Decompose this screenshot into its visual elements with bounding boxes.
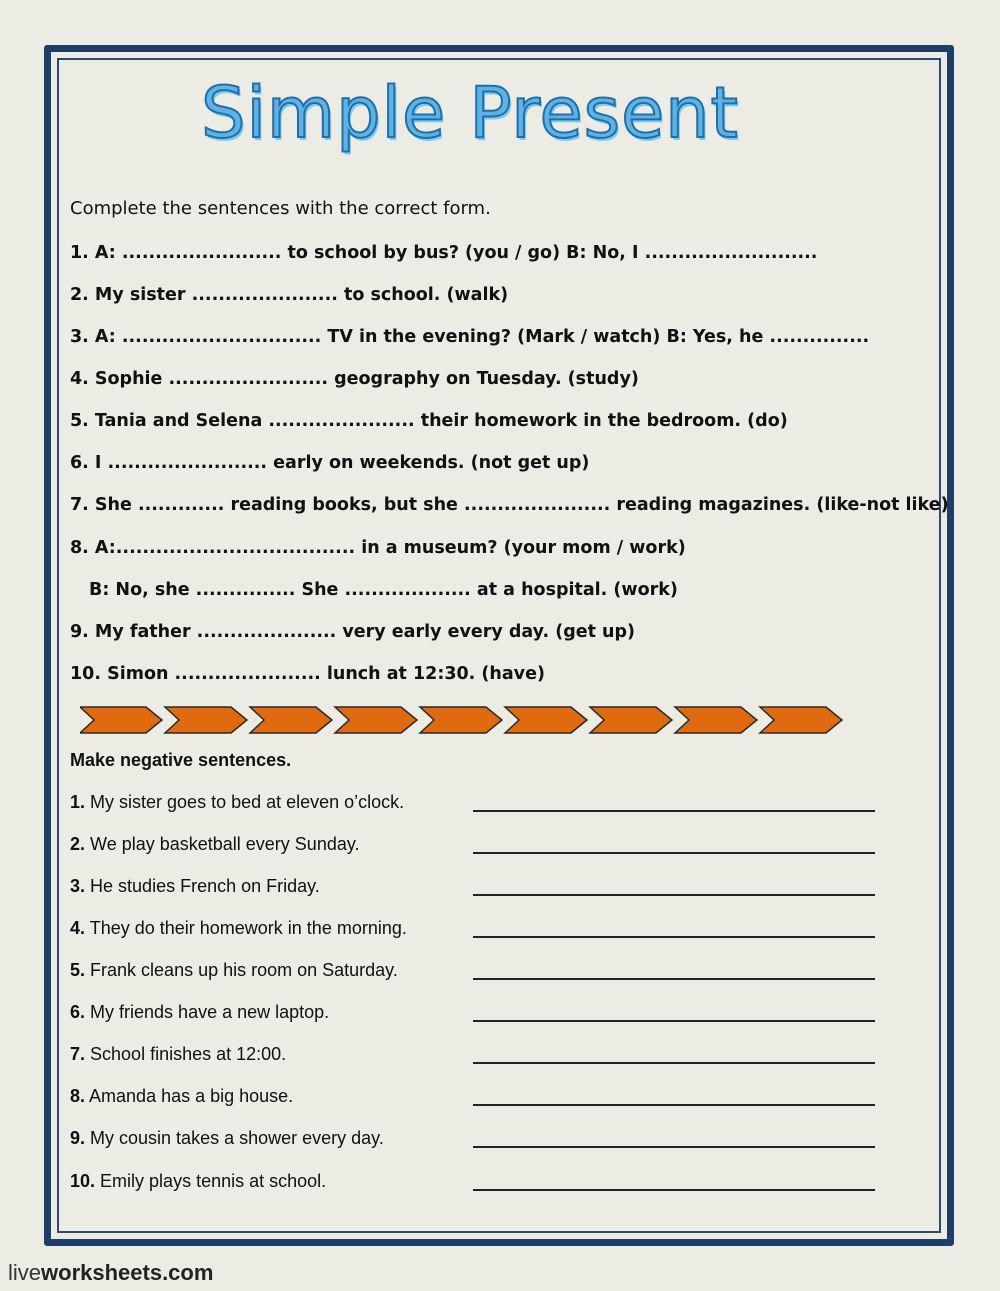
negative-sentence: 5. Frank cleans up his room on Saturday. (70, 960, 398, 980)
fill-in-sentence: B: No, she ............... She ................... at a hospital. (work) (89, 580, 678, 600)
negative-sentence: 1. My sister goes to bed at eleven o’clock. (70, 792, 405, 812)
answer-line[interactable] (473, 852, 875, 854)
part1-instruction: Complete the sentences with the correct form. (70, 198, 491, 219)
answer-line[interactable] (473, 810, 875, 812)
negative-sentence: 6. My friends have a new laptop. (70, 1002, 330, 1022)
chevron-arrow-icon (165, 707, 247, 733)
answer-line[interactable] (473, 1020, 875, 1022)
fill-in-sentence: 2. My sister ...................... to school. (walk) (70, 285, 509, 305)
chevron-arrow-icon (590, 707, 672, 733)
answer-line[interactable] (473, 1104, 875, 1106)
negative-sentence: 10. Emily plays tennis at school. (70, 1171, 327, 1191)
part2-instruction: Make negative sentences. (70, 750, 292, 770)
negative-sentence: 3. He studies French on Friday. (70, 876, 320, 896)
fill-in-sentence: 10. Simon ...................... lunch at 12:30. (have) (70, 664, 545, 684)
chevron-arrow-icon (675, 707, 757, 733)
fill-in-sentence: 3. A: .............................. TV in the evening? (Mark / watch) B: Yes, he ............... (70, 327, 870, 347)
chevron-arrow-icon (760, 707, 842, 733)
negative-sentence: 9. My cousin takes a shower every day. (70, 1128, 384, 1148)
negative-sentence: 4. They do their homework in the morning. (70, 918, 407, 938)
negative-sentence: 7. School finishes at 12:00. (70, 1044, 287, 1064)
footer-logo: liveworksheets.com (8, 1260, 214, 1285)
worksheet-title: Simple Present (201, 72, 739, 154)
answer-line[interactable] (473, 936, 875, 938)
answer-line[interactable] (473, 894, 875, 896)
chevron-arrow-icon (250, 707, 332, 733)
arrow-divider (80, 705, 850, 735)
answer-line[interactable] (473, 1062, 875, 1064)
answer-line[interactable] (473, 1146, 875, 1148)
fill-in-sentence: 8. A:.................................... in a museum? (your mom / work) (70, 538, 686, 558)
fill-in-sentence: 5. Tania and Selena ...................... their homework in the bedroom. (do) (70, 411, 788, 431)
fill-in-sentence: 9. My father ..................... very early every day. (get up) (70, 622, 636, 642)
chevron-arrow-icon (420, 707, 502, 733)
fill-in-sentence: 1. A: ........................ to school by bus? (you / go) B: No, I .......................... (70, 243, 818, 263)
fill-in-sentence: 4. Sophie ........................ geography on Tuesday. (study) (70, 369, 639, 389)
negative-sentence: 2. We play basketball every Sunday. (70, 834, 360, 854)
fill-in-sentence: 7. She ............. reading books, but she ...................... reading magazines. (like-not like) (70, 495, 949, 515)
chevron-arrow-icon (335, 707, 417, 733)
answer-line[interactable] (473, 1189, 875, 1191)
fill-in-sentence: 6. I ........................ early on weekends. (not get up) (70, 453, 590, 473)
chevron-arrow-icon (505, 707, 587, 733)
negative-sentence: 8. Amanda has a big house. (70, 1086, 294, 1106)
answer-line[interactable] (473, 978, 875, 980)
chevron-arrow-icon (80, 707, 162, 733)
